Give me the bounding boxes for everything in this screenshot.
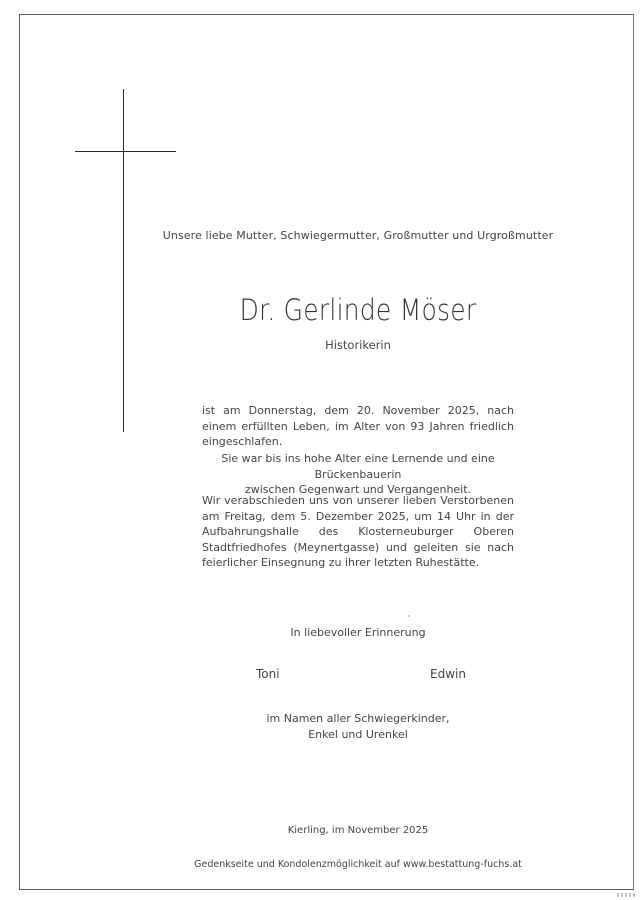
deceased-name: Dr. Gerlinde Möser xyxy=(239,293,477,327)
memory-line: In liebevoller Erinnerung xyxy=(290,626,426,639)
tribute-line-1: Sie war bis ins hohe Alter eine Lernende und eine Brückenbauerin xyxy=(221,452,495,481)
footer-website-note: Gedenkseite und Kondolenzmöglichkeit auf www.bestattung-fuchs.at xyxy=(194,859,522,870)
on-behalf-line-1: im Namen aller Schwiegerkinder, xyxy=(266,712,450,725)
intro-line: Unsere liebe Mutter, Schwiegermutter, Großmutter und Urgroßmutter xyxy=(162,229,554,242)
death-announcement-paragraph: ist am Donnerstag, dem 20. November 2025, nach einem erfüllten Leben, im Alter von 93 Jahren friedlich eingeschlafen. xyxy=(202,404,514,448)
tribute-paragraph xyxy=(180,451,536,498)
signer-name: Toni xyxy=(256,667,280,681)
funeral-details-paragraph: Wir verabschieden uns von unserer lieben Verstorbenen am Freitag, dem 5. Dezember 2025, um 14 Uhr in der Aufbahrungshalle des Klosterneuburger Oberen Stadtfriedhofes (Meynertgasse) und geleiten sie nach feierlicher Einsegnung zu ihrer letzten Ruhestätte. xyxy=(202,494,514,569)
on-behalf-line-2: Enkel und Urenkel xyxy=(308,727,408,741)
on-behalf-text xyxy=(180,711,536,742)
signer-name: Edwin xyxy=(430,667,466,681)
profession: Historikerin xyxy=(325,338,391,352)
place-and-date: Kierling, im November 2025 xyxy=(287,825,429,836)
dot-mark xyxy=(408,615,410,617)
print-mark xyxy=(617,893,637,897)
tribute-line-2: zwischen Gegenwart und Vergangenheit. xyxy=(244,483,472,496)
cross-icon-bar xyxy=(75,151,176,152)
cross-icon xyxy=(123,89,124,432)
